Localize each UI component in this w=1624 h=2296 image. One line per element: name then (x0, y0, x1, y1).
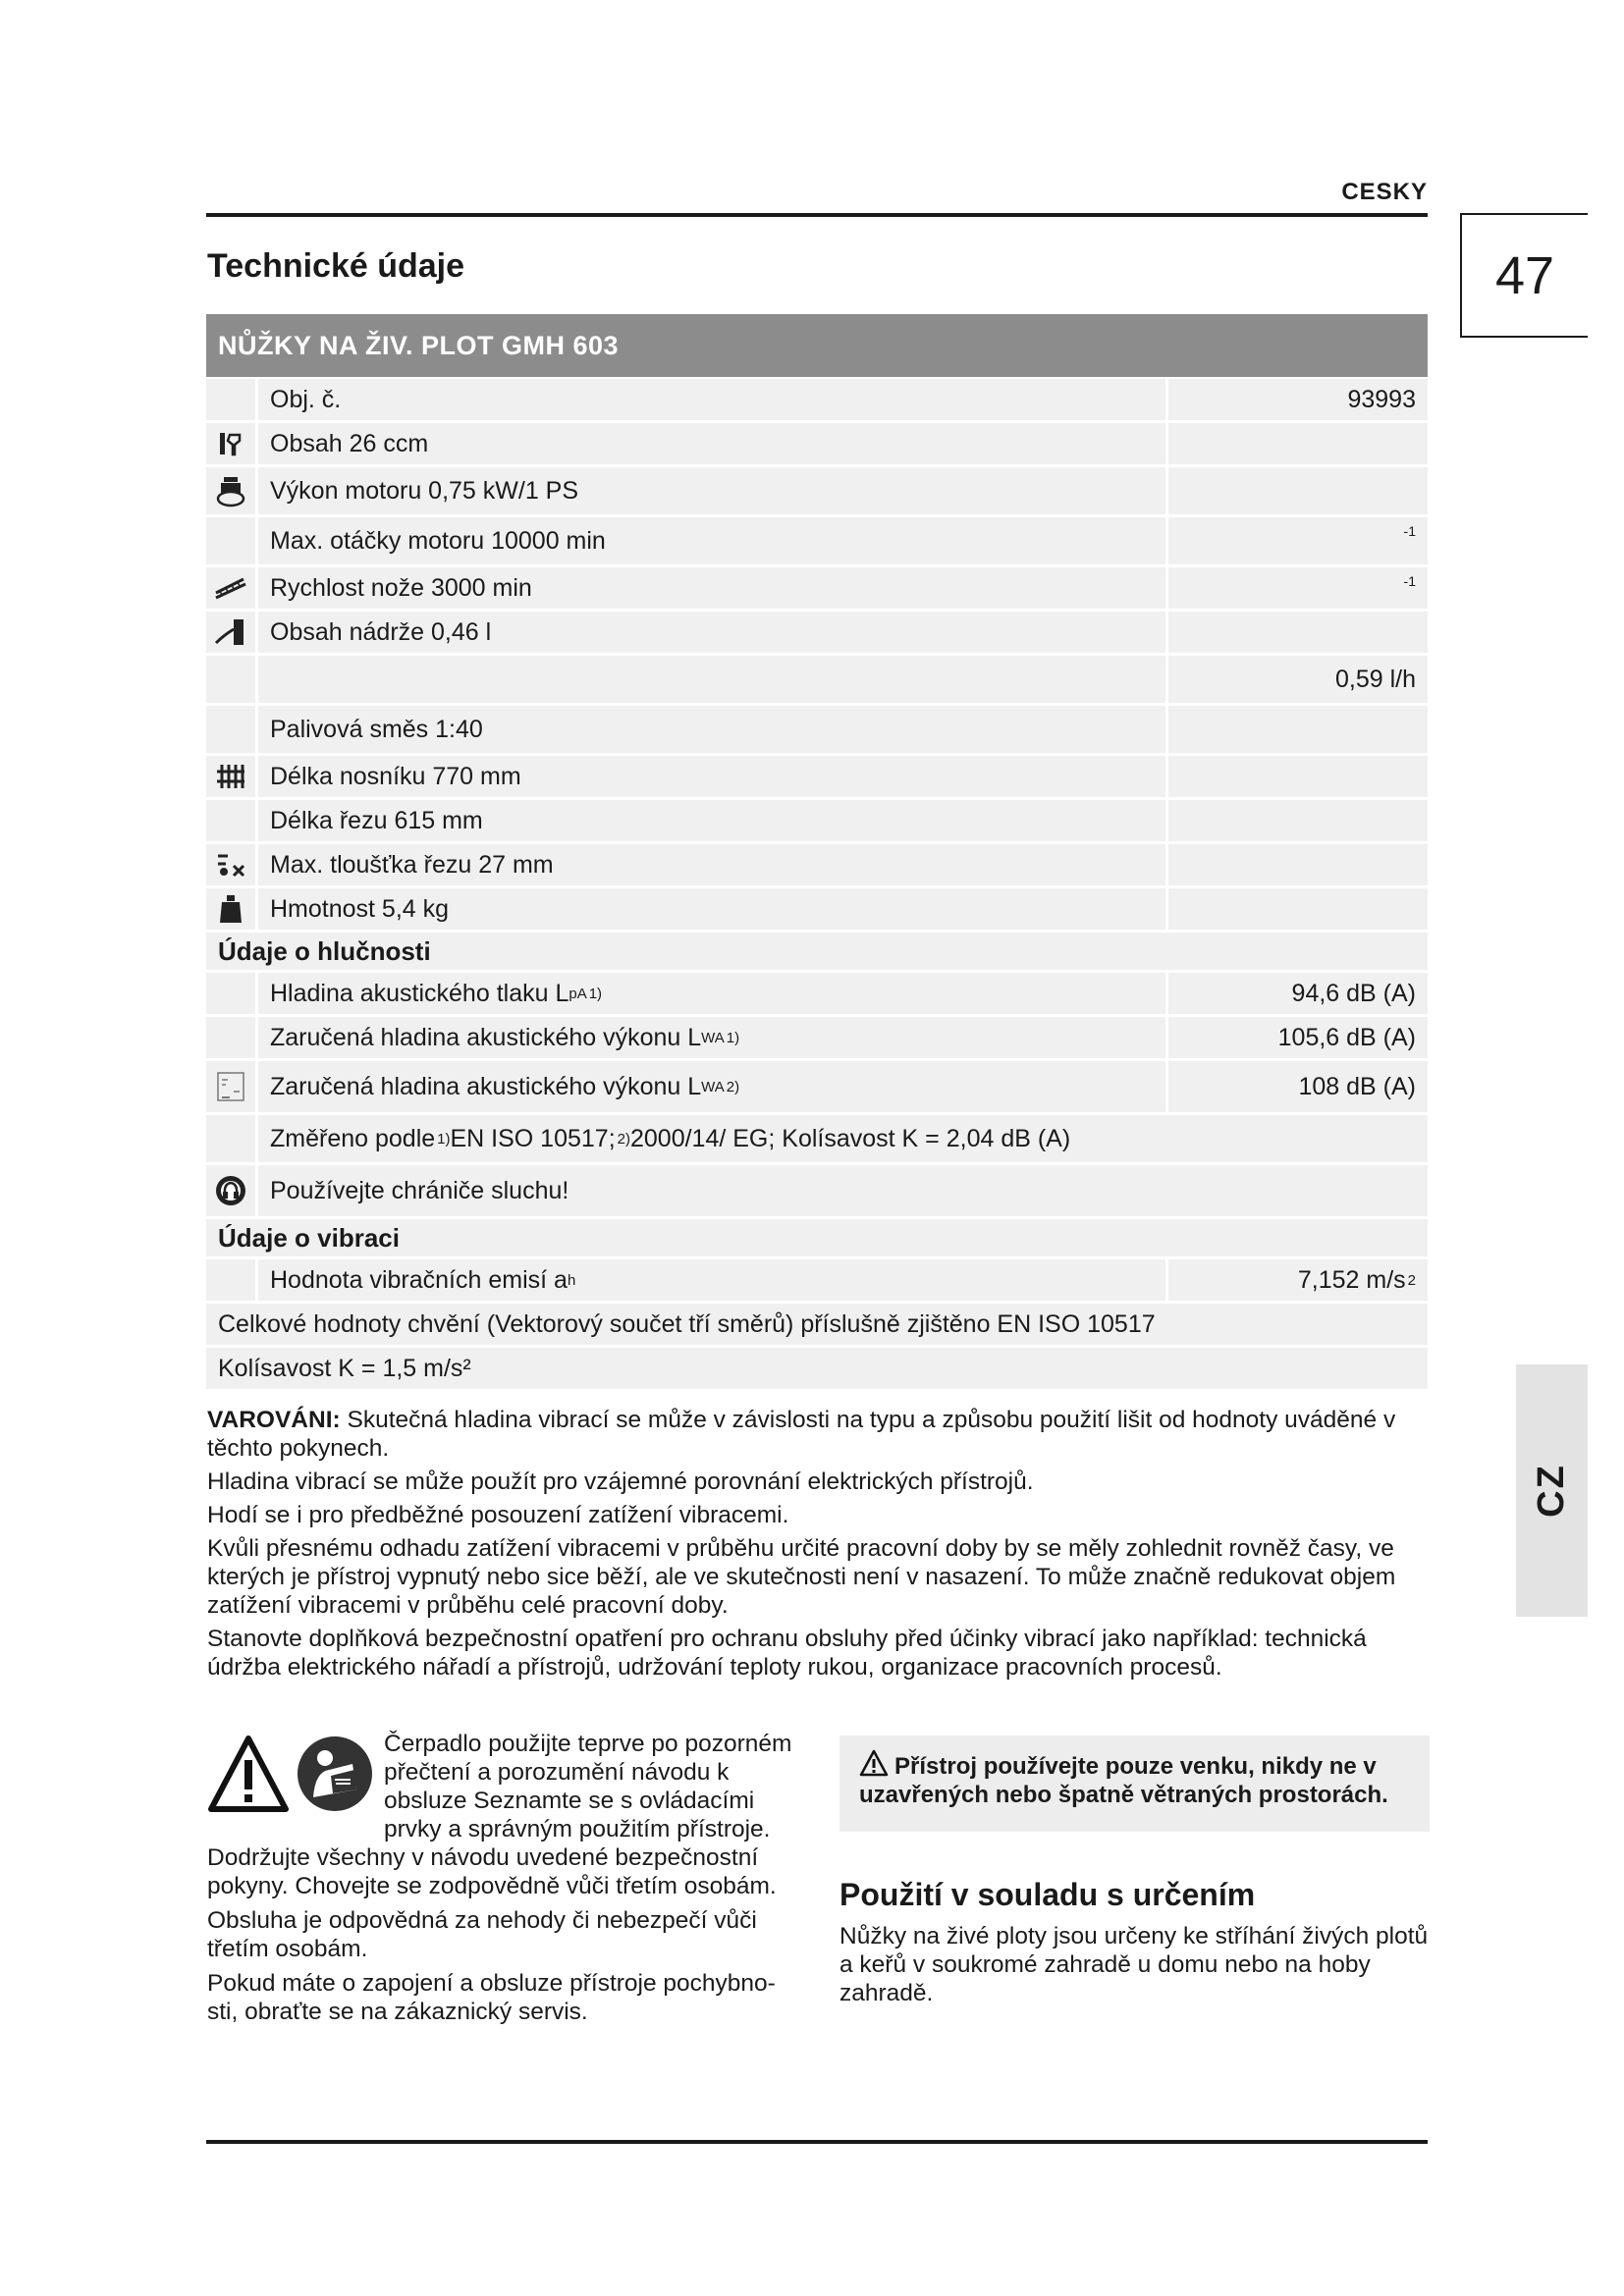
spec-label: Zaručená hladina akustického výkonu L WA 1) (258, 1017, 1165, 1058)
noise-row-power-guaranteed (206, 1061, 1428, 1112)
safety-paragraph: Čerpadlo použijte teprve po pozorném přečtení a porozumění návodu k obsluze Seznamte se s ovládacími prvky a správným použitím přístroje. Dodržujte všechny v návodu uvedené bezpečnostní pokyny. Chovejte se zodpovědně vůči třetím osobám. (207, 1731, 792, 1899)
spec-row-tank-capacity (206, 612, 1428, 653)
spec-value (1168, 612, 1428, 653)
vibration-section-heading: Údaje o vibraci (206, 1219, 1428, 1256)
intended-use-text: Nůžky na živé ploty jsou určeny ke stříhání živých plotů a keřů v soukromé zahradě u domu nebo na hoby zahradě. (839, 1923, 1429, 2006)
spec-value (1168, 800, 1428, 841)
spec-value-exponent: -1 (1168, 517, 1428, 564)
language-side-tab-label: CZ (1531, 1464, 1572, 1518)
spec-label: Palivová směs 1:40 (258, 706, 1165, 753)
read-manual-icon (296, 1735, 374, 1813)
safety-paragraph: Obsluha je odpovědná za nehody či nebezpečí vůči třetím osobám. (207, 1907, 757, 1962)
noise-section-heading: Údaje o hlučnosti (206, 933, 1428, 970)
engine-icon (214, 474, 247, 507)
fuel-tank-icon (214, 615, 247, 649)
language-header: CESKY (1341, 179, 1428, 205)
spec-value (1168, 423, 1428, 464)
vibration-row-total: Celkové hodnoty chvění (Vektorový součet tří směrů) příslušně zjištěno EN ISO 10517 (206, 1304, 1428, 1345)
vibration-warning (207, 1406, 1430, 1686)
weight-icon (214, 892, 247, 926)
spec-label: Hladina akustického tlaku L pA 1) (258, 973, 1165, 1014)
page-title: Technické údaje (207, 247, 465, 285)
ear-protection-icon (214, 1174, 247, 1207)
spec-row-weight (206, 888, 1428, 930)
warning-paragraph: Kvůli přesnému odhadu zatížení vibracemi v průběhu určité pracovní doby by se měly zohlednit rovněž časy, ve kterých je přístroj vypnutý nebo sice běží, ale ve skutečnosti není v nasazení. To může značně redukovat objem zatížení vibracemi v průběhu celé pracovní doby. (207, 1535, 1396, 1619)
blade-bar-icon (214, 760, 247, 793)
warning-triangle-icon (207, 1735, 290, 1813)
spec-value: 94,6 dB (A) (1168, 973, 1428, 1014)
spec-label: Obj. č. (258, 379, 1165, 420)
spec-label: Změřeno podle 1) EN ISO 10517; 2) 2000/14/ EG; Kolísavost K = 2,04 dB (A) (258, 1115, 1428, 1162)
spec-label: Hmotnost 5,4 kg (258, 888, 1165, 930)
spec-row-displacement (206, 423, 1428, 464)
outdoor-use-notice: Přístroj používejte pouze venku, nikdy ne v uzavřených nebo špatně větraných prostorách. (839, 1735, 1430, 1832)
bottom-rule (206, 2140, 1428, 2144)
warning-paragraph: Hodí se i pro předběžné posouzení zatížení vibracemi. (207, 1502, 789, 1528)
spec-value (1168, 706, 1428, 753)
spec-row-cut-length (206, 800, 1428, 841)
spec-table (206, 314, 1428, 1392)
spec-table-heading: NŮŽKY NA ŽIV. PLOT GMH 603 (206, 314, 1428, 377)
noise-row-power-measured (206, 1017, 1428, 1058)
warning-triangle-icon (859, 1749, 889, 1777)
page-number: 47 (1460, 213, 1588, 338)
spec-row-blade-speed (206, 567, 1428, 609)
vibration-row-emission (206, 1259, 1428, 1301)
spec-value: 93993 (1168, 379, 1428, 420)
noise-row-measured-by (206, 1115, 1428, 1162)
spec-label: Délka nosníku 770 mm (258, 756, 1165, 797)
top-rule (206, 213, 1428, 217)
spec-label: Délka řezu 615 mm (258, 800, 1165, 841)
spec-row-max-engine-speed (206, 517, 1428, 564)
spec-label: Max. otáčky motoru 10000 min (258, 517, 1165, 564)
displacement-icon (214, 427, 247, 460)
spec-label (258, 656, 1165, 703)
spec-value: 105,6 dB (A) (1168, 1017, 1428, 1058)
spec-value: 7,152 m/s 2 (1168, 1259, 1428, 1301)
spec-row-fuel-mix (206, 706, 1428, 753)
noise-label-icon (214, 1070, 247, 1103)
spec-value (1168, 888, 1428, 930)
blade-icon (214, 571, 247, 605)
warning-paragraph: Stanovte doplňková bezpečnostní opatření pro ochranu obsluhy před účinky vibrací jako například: technická údržba elektrického nářadí a přístrojů, udržování teploty rukou, organizace pracovních procesů. (207, 1626, 1367, 1681)
spec-label: Používejte chrániče sluchu! (258, 1165, 1428, 1216)
spec-row-bar-length (206, 756, 1428, 797)
vibration-row-tolerance: Kolísavost K = 1,5 m/s² (206, 1348, 1428, 1389)
warning-paragraph: VAROVÁNI: Skutečná hladina vibrací se může v závislosti na typu a způsobu použití lišit od hodnoty uváděné v těchto pokynech. (207, 1407, 1396, 1462)
spec-value (1168, 844, 1428, 885)
spec-value (1168, 756, 1428, 797)
noise-row-pressure (206, 973, 1428, 1014)
cut-thickness-icon (214, 848, 247, 881)
language-side-tab (1516, 1364, 1588, 1617)
spec-label: Max. tloušťka řezu 27 mm (258, 844, 1165, 885)
spec-label: Obsah 26 ccm (258, 423, 1165, 464)
spec-row-fuel-consumption (206, 656, 1428, 703)
spec-label: Zaručená hladina akustického výkonu L WA 2) (258, 1061, 1165, 1112)
spec-row-engine-power (206, 467, 1428, 514)
safety-paragraph: Pokud máte o zapojení a obsluze přístroje pochybno-sti, obraťte se na zákaznický servis. (207, 1970, 776, 2025)
spec-value (1168, 467, 1428, 514)
spec-value: 108 dB (A) (1168, 1061, 1428, 1112)
spec-label: Hodnota vibračních emisí a h (258, 1259, 1165, 1301)
spec-label: Obsah nádrže 0,46 l (258, 612, 1165, 653)
spec-value-exponent: -1 (1168, 567, 1428, 609)
spec-label: Rychlost nože 3000 min (258, 567, 1165, 609)
spec-row-order-number (206, 379, 1428, 420)
noise-row-ear-protection (206, 1165, 1428, 1216)
spec-label: Výkon motoru 0,75 kW/1 PS (258, 467, 1165, 514)
spec-value: 0,59 l/h (1168, 656, 1428, 703)
safety-instructions (207, 1730, 806, 2032)
spec-row-max-cut-thickness (206, 844, 1428, 885)
intended-use-title: Použití v souladu s určením (839, 1877, 1256, 1912)
safety-icons (207, 1732, 376, 1816)
warning-paragraph: Hladina vibrací se může použít pro vzájemné porovnání elektrických přístrojů. (207, 1468, 1034, 1495)
